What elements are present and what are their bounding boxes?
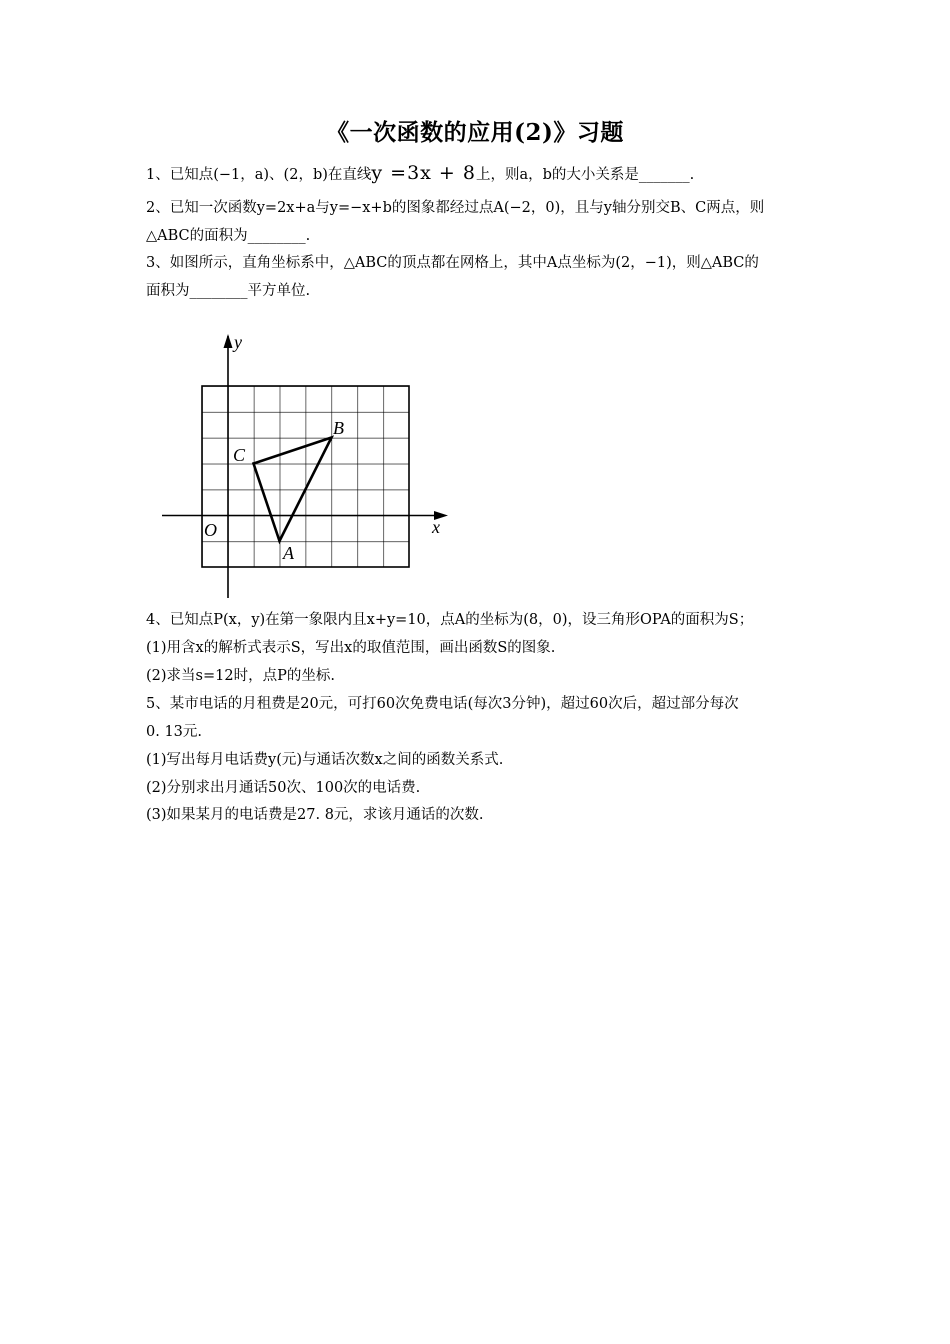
- question-2-line-1: 2、已知一次函数y=2x+a与y=−x+b的图象都经过点A(−2，0)，且与y轴分别交B、C两点，则: [146, 200, 765, 216]
- question-5-line-5: (3)如果某月的电话费是27. 8元，求该月通话的次数.: [146, 807, 484, 823]
- question-2-line-2: △ABC的面积为________.: [146, 228, 311, 244]
- coordinate-grid-figure: [160, 330, 450, 600]
- x-axis-label: x: [432, 517, 440, 537]
- question-5-line-1: 5、某市电话的月租费是20元，可打60次免费电话(每次3分钟)，超过60次后，超过部分每次: [146, 696, 739, 712]
- y-axis-label: y: [234, 332, 242, 352]
- question-5-line-3: (1)写出每月电话费y(元)与通话次数x之间的函数关系式.: [146, 752, 504, 768]
- question-5-line-4: (2)分别求出月通话50次、100次的电话费.: [146, 780, 421, 796]
- origin-label: O: [204, 520, 217, 540]
- question-4-line-1: 4、已知点P(x，y)在第一象限内且x+y=10，点A的坐标为(8，0)，设三角形OPA的面积为S；: [146, 612, 754, 628]
- question-4-line-2: (1)用含x的解析式表示S，写出x的取值范围，画出函数S的图象.: [146, 640, 556, 656]
- question-1: [146, 163, 694, 185]
- question-5-line-2: 0. 13元.: [146, 724, 203, 740]
- page-title: 《一次函数的应用(2)》习题: [326, 119, 624, 146]
- point-c-label: C: [233, 445, 246, 465]
- point-b-label: B: [333, 418, 344, 438]
- question-1-text-a: 1、已知点(−1，a)、(2，b)在直线: [146, 167, 372, 183]
- question-3-line-1: 3、如图所示，直角坐标系中，△ABC的顶点都在网格上，其中A点坐标为(2，−1)，则△ABC的: [146, 255, 759, 271]
- question-4-line-3: (2)求当s=12时，点P的坐标.: [146, 668, 335, 684]
- question-3-line-2: 面积为________平方单位.: [146, 283, 311, 299]
- grid: [202, 386, 409, 567]
- question-1-text-b: 上，则a，b的大小关系是_______.: [475, 167, 695, 183]
- point-a-label: A: [283, 543, 294, 563]
- line-equation: y =3x + 8: [371, 162, 476, 184]
